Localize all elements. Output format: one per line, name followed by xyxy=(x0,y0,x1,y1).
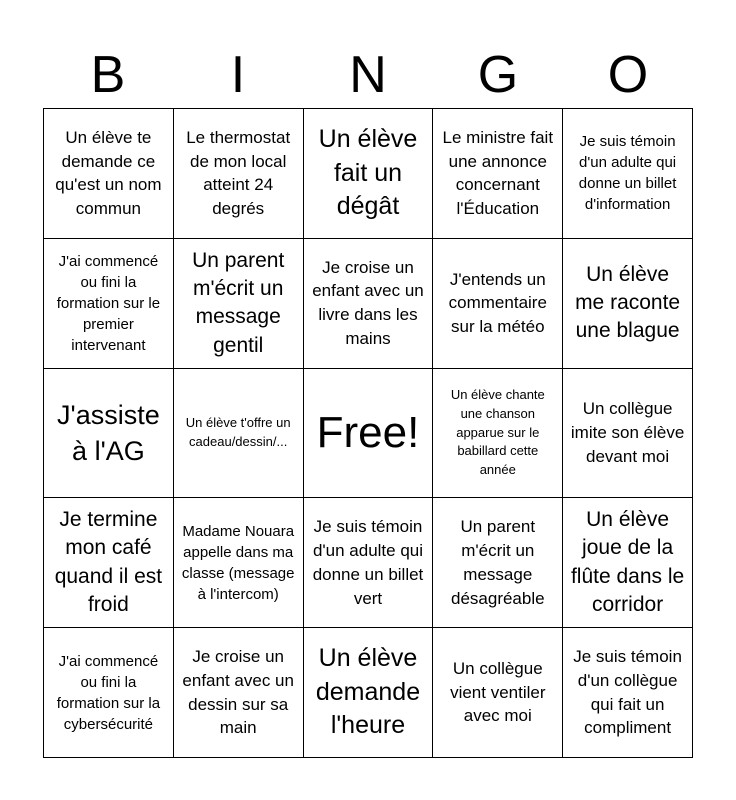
bingo-cell[interactable]: Madame Nouara appelle dans ma classe (message à l'intercom) xyxy=(174,498,304,628)
bingo-cell[interactable]: Un élève me raconte une blague xyxy=(563,239,693,369)
bingo-cell[interactable]: J'ai commencé ou fini la formation sur la cybersécurité xyxy=(44,628,174,758)
bingo-cell[interactable]: Un parent m'écrit un message gentil xyxy=(174,239,304,369)
bingo-cell[interactable]: Je croise un enfant avec un dessin sur sa main xyxy=(174,628,304,758)
bingo-cell[interactable]: Un élève demande l'heure xyxy=(304,628,434,758)
bingo-cell[interactable]: J'ai commencé ou fini la formation sur le premier intervenant xyxy=(44,239,174,369)
header-letter-g: G xyxy=(477,46,519,104)
bingo-cell[interactable]: Je suis témoin d'un adulte qui donne un billet vert xyxy=(304,498,434,628)
bingo-cell[interactable]: Le thermostat de mon local atteint 24 degrés xyxy=(174,109,304,239)
bingo-cell[interactable]: Un élève te demande ce qu'est un nom commun xyxy=(44,109,174,239)
bingo-cell[interactable]: Je termine mon café quand il est froid xyxy=(44,498,174,628)
bingo-cell[interactable]: Un élève joue de la flûte dans le corridor xyxy=(563,498,693,628)
header-letter-o: O xyxy=(607,46,649,104)
bingo-header xyxy=(43,44,693,106)
bingo-cell[interactable]: Un élève fait un dégât xyxy=(304,109,434,239)
bingo-cell[interactable]: Un collègue vient ventiler avec moi xyxy=(433,628,563,758)
bingo-cell[interactable]: Un élève t'offre un cadeau/dessin/... xyxy=(174,369,304,499)
bingo-cell[interactable]: Je suis témoin d'un adulte qui donne un billet d'information xyxy=(563,109,693,239)
bingo-card xyxy=(43,108,693,758)
header-letter-b: B xyxy=(90,46,126,104)
bingo-cell[interactable]: Un parent m'écrit un message désagréable xyxy=(433,498,563,628)
header-letter-i: I xyxy=(230,46,246,104)
bingo-cell[interactable]: J'entends un commentaire sur la météo xyxy=(433,239,563,369)
bingo-cell[interactable]: Je suis témoin d'un collègue qui fait un compliment xyxy=(563,628,693,758)
bingo-cell[interactable]: J'assiste à l'AG xyxy=(44,369,174,499)
bingo-cell[interactable]: Un élève chante une chanson apparue sur le babillard cette année xyxy=(433,369,563,499)
bingo-cell[interactable]: Le ministre fait une annonce concernant l'Éducation xyxy=(433,109,563,239)
free-space-cell[interactable]: Free! xyxy=(304,369,434,499)
header-letter-n: N xyxy=(349,46,387,104)
bingo-cell[interactable]: Un collègue imite son élève devant moi xyxy=(563,369,693,499)
bingo-cell[interactable]: Je croise un enfant avec un livre dans les mains xyxy=(304,239,434,369)
